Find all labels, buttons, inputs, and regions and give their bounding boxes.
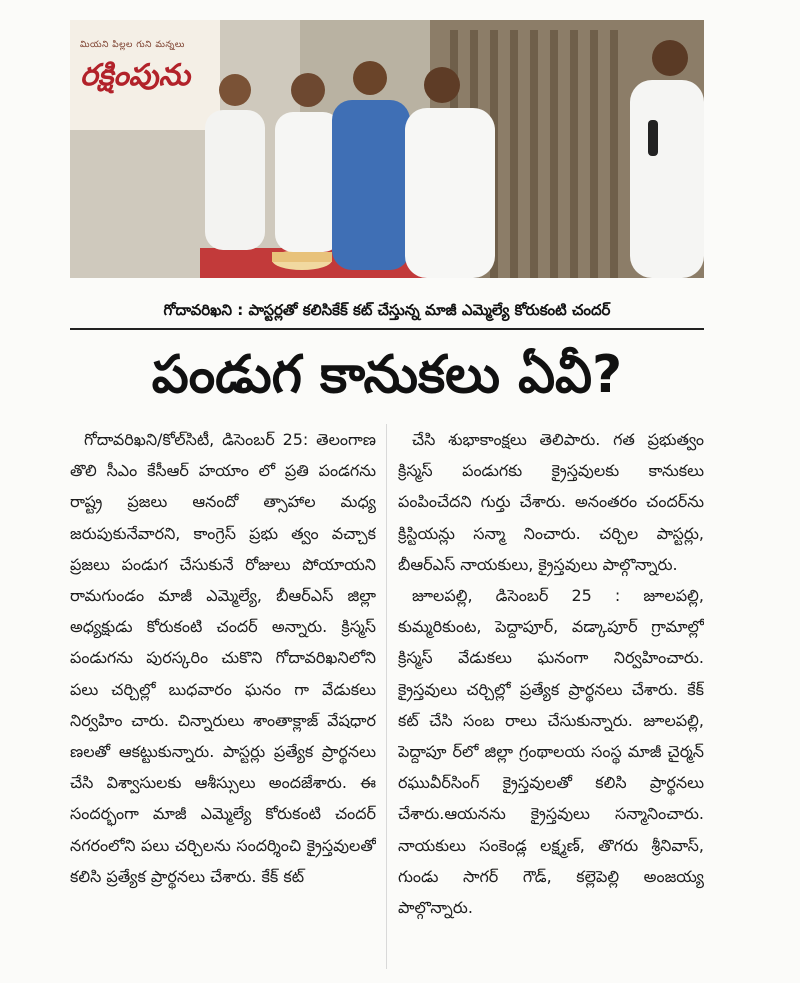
article-right-column [398,424,704,969]
banner-small-text: మియని పిల్లల గుని మన్నలు [80,40,185,50]
headline: పండుగ కానుకలు ఏవీ? [151,345,623,405]
photo-caption: గోదావరిఖని : పాస్టర్లతో కలిసికేక్ కట్ చేస్తున్న మాజీ ఎమ్మెల్యే కోరుకంటి చందర్ [70,298,704,330]
column-divider [386,424,387,969]
paragraph: చేసి శుభాకాంక్షలు తెలిపారు. గత ప్రభుత్వం క్రిస్మస్ పండుగకు క్రైస్తవులకు కానుకలు పంపించేదని గుర్తు చేశారు. అనంతరం చందర్‌ను క్రిస్టియన్లు సన్మా నించారు. చర్చిల పాస్టర్లు, బీఆర్ఎస్ నాయకులు, క్రైస్తవులు పాల్గొన్నారు. [398,430,704,574]
photo-banner [80,40,250,100]
news-photo [70,20,704,278]
banner-big-text: రక్షింపును [80,58,191,93]
article-left-column [70,424,376,969]
paragraph: గోదావరిఖని/కోల్‌సిటీ, డిసెంబర్ 25: తెలంగాణ తొలి సీఎం కేసీఆర్ హయాం లో ప్రతి పండగను రాష్ట్ర ప్రజలు ఆనందో త్సాహాల మధ్య జరుపుకునేవారని, కాంగ్రెస్ ప్రభు త్వం వచ్చాక ప్రజలు పండుగ చేసుకునే రోజులు పోయాయని రామగుండం మాజీ ఎమ్మెల్యే, బీఆర్ఎస్ జిల్లా అధ్యక్షుడు కోరుకంటి చందర్ అన్నారు. క్రిస్మస్ పండుగను పురస్కరిం చుకొని గోదావరిఖనిలోని పలు చర్చిల్లో బుధవారం ఘనం గా వేడుకలు నిర్వహిం చారు. చిన్నారులు శాంతాక్లాజ్ వేషధార ణలతో ఆకట్టుకున్నారు. పాస్టర్లు ప్రత్యేక ప్రార్థనలు చేసి విశ్వాసులకు ఆశీస్సులు అందజేశారు. ఈ సందర్భంగా మాజీ ఎమ్మెల్యే కోరుకంటి చందర్ నగరంలోని పలు చర్చిలను సందర్శించి క్రైస్తవులతో కలిసి ప్రత్యేక ప్రార్థనలు చేశారు. కేక్ కట్ [70,430,376,886]
paragraph: జూలపల్లి, డిసెంబర్ 25 : జూలపల్లి, కుమ్మరికుంట, పెద్దాపూర్, వడ్కాపూర్ గ్రామాల్లో క్రిస్మస్ వేడుకలు ఘనంగా నిర్వహించారు. క్రైస్తవులు చర్చిల్లో ప్రత్యేక ప్రార్థనలు చేశారు. కేక్ కట్ చేసి సంబ రాలు చేసుకున్నారు. జూలపల్లి, పెద్దాపూ ర్‌లో జిల్లా గ్రంథాలయ సంస్థ మాజీ చైర్మన్ రఘువీర్‌సింగ్ క్రైస్తవులతో కలిసి ప్రార్థనలు చేశారు.ఆయనను క్రైస్తవులు సన్మానించారు. నాయకులు సంకెండ్ల లక్ష్మణ్, తొగరు శ్రీనివాస్, గుండు సాగర్ గౌడ్, కల్లెపెల్లి అంజయ్య పాల్గొన్నారు. [398,586,704,918]
